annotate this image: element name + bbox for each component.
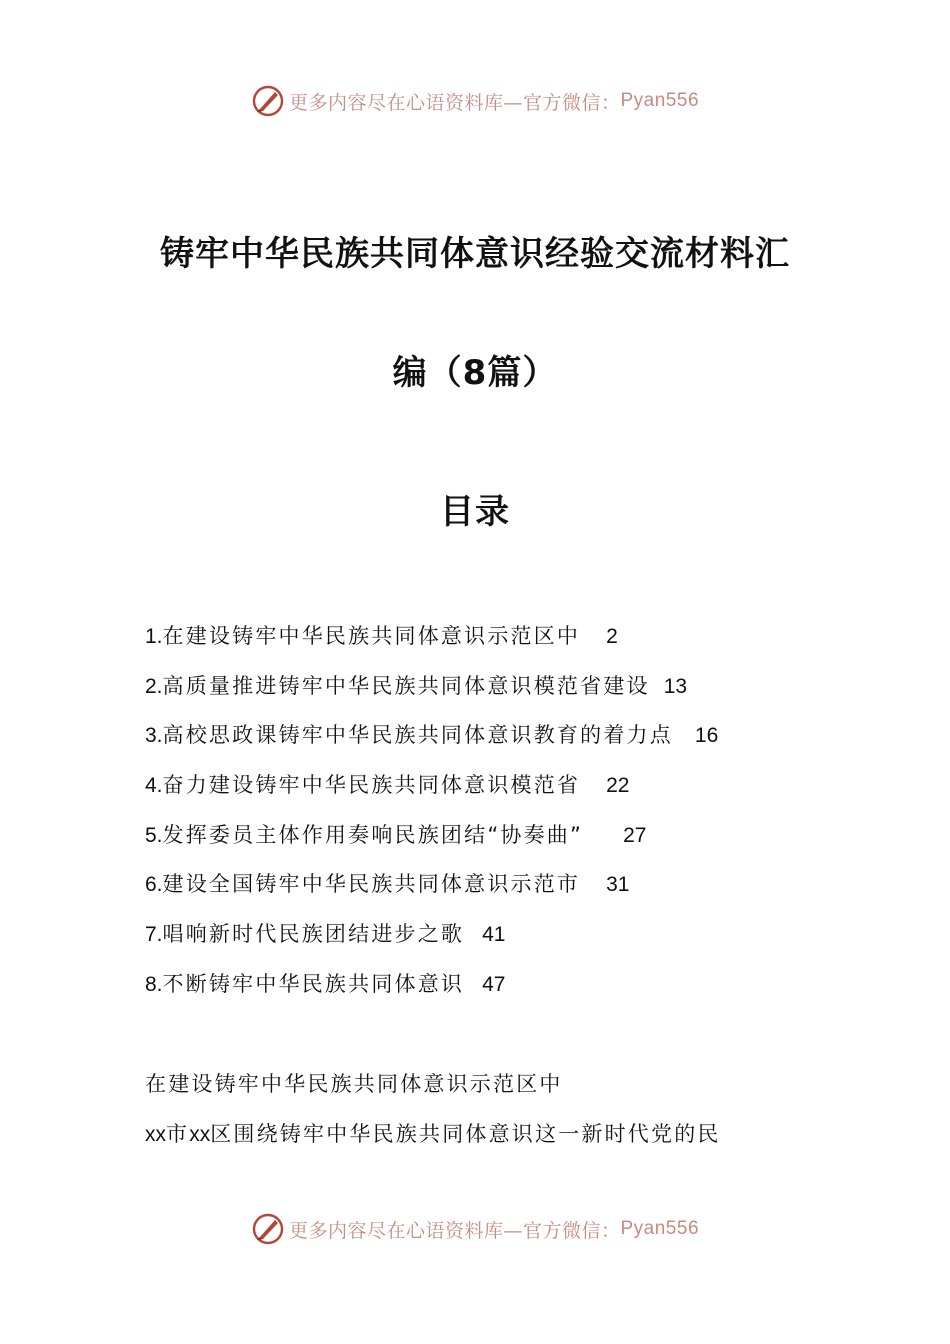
toc-item-title: 在建设铸牢中华民族共同体意识示范区中	[162, 624, 581, 648]
toc-item-page: 2	[606, 625, 618, 648]
toc-heading: 目录	[440, 492, 510, 532]
document-title-line1: 铸牢中华民族共同体意识经验交流材料汇	[160, 234, 790, 274]
toc-item-title: 奋力建设铸牢中华民族共同体意识模范省	[162, 773, 581, 798]
toc-item-5[interactable]: 5.发挥委员主体作用奏响民族团结“协奏曲” 27	[145, 822, 647, 847]
toc-item-page: 31	[606, 873, 630, 897]
toc-item-title: 高质量推进铸牢中华民族共同体意识模范省建设	[162, 673, 650, 698]
toc-item-4[interactable]: 4.奋力建设铸牢中华民族共同体意识模范省 22	[145, 773, 630, 798]
toc-item-2[interactable]: 2.高质量推进铸牢中华民族共同体意识模范省建设 13	[145, 673, 688, 698]
toc-item-8[interactable]: 8.不断铸牢中华民族共同体意识 47	[145, 971, 506, 996]
toc-item-title: 高校思政课铸牢中华民族共同体意识教育的着力点	[162, 723, 673, 748]
toc-item-1[interactable]: 1.在建设铸牢中华民族共同体意识示范区中 2	[145, 624, 618, 648]
watermark-header	[0, 84, 950, 118]
watermark-footer	[0, 1212, 950, 1246]
toc-item-page: 41	[482, 923, 506, 947]
toc-item-7[interactable]: 7.唱响新时代民族团结进步之歌 41	[145, 922, 506, 947]
watermark-text: 更多内容尽在心语资料库—官方微信：	[288, 1219, 621, 1242]
toc-item-title: 建设全国铸牢中华民族共同体意识示范市	[162, 872, 581, 897]
toc-item-title: 不断铸牢中华民族共同体意识	[162, 971, 465, 996]
watermark-wechat-id: Pyan556	[620, 90, 700, 111]
toc-item-title: 唱响新时代民族团结进步之歌	[162, 922, 465, 947]
toc-item-page: 27	[623, 823, 647, 847]
toc-item-page: 13	[663, 674, 688, 698]
table-of-contents	[145, 618, 845, 1016]
toc-item-page: 47	[482, 972, 506, 996]
watermark-text: 更多内容尽在心语资料库—官方微信：	[288, 91, 621, 114]
toc-item-6[interactable]: 6.建设全国铸牢中华民族共同体意识示范市 31	[145, 872, 630, 897]
body-paragraph: xx市xx区围绕铸牢中华民族共同体意识这一新时代党的民	[145, 1122, 721, 1146]
toc-item-3[interactable]: 3.高校思政课铸牢中华民族共同体意识教育的着力点 16	[145, 723, 719, 748]
toc-item-page: 16	[694, 724, 719, 748]
section-heading: 在建设铸牢中华民族共同体意识示范区中	[145, 1072, 563, 1096]
pen-logo-icon	[251, 1212, 285, 1246]
watermark-wechat-id: Pyan556	[620, 1218, 700, 1239]
pen-logo-icon	[251, 84, 285, 118]
toc-item-title: 发挥委员主体作用奏响民族团结“协奏曲”	[162, 822, 584, 847]
document-title-line2: 编（8篇）	[392, 353, 558, 393]
toc-item-page: 22	[606, 774, 630, 798]
